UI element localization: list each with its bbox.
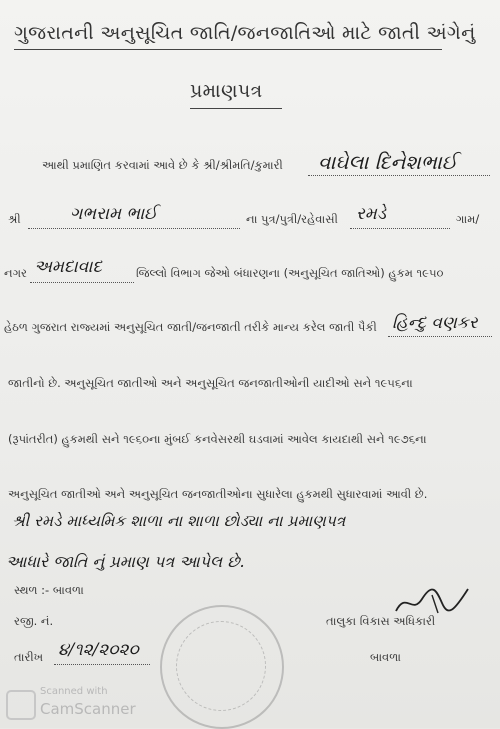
city-blank	[30, 282, 134, 283]
registration-label: રજી. નં.	[14, 614, 54, 628]
order-text: જિલ્લો વિભાગ જેઓ બંધારણના (અનુસૂચિત જાતિઓ) હુકમ ૧૯૫૦	[136, 266, 444, 280]
holder-name: વાઘેલા દિનેશભાઈ	[318, 150, 458, 174]
body-line-5: જાતીનો છે. અનુસૂચિત જાતીઓ અને અનુસૂચિત જનજાતીઓની યાદીઓ સને ૧૯૫૬ના	[8, 376, 413, 390]
father-name: ગભરામ ભાઈ	[70, 204, 158, 224]
date-value: ૪/૧૨/૨૦૨૦	[58, 640, 139, 660]
village-name: રમડે	[356, 204, 387, 224]
certify-text: આથી પ્રમાણિત કરવામાં આવે છે કે શ્રી/શ્રીમતિ/કુમારી	[42, 158, 283, 172]
officer-signature	[392, 585, 472, 617]
father-blank	[28, 228, 240, 229]
title-underline	[14, 49, 442, 50]
village-blank	[350, 228, 450, 229]
place-label: સ્થળ :- બાવળા	[14, 583, 84, 597]
village-suffix: ગામ/	[456, 212, 480, 226]
name-blank	[308, 175, 490, 176]
caste-name: હિન્દુ વણકર	[392, 313, 478, 333]
relation-text: ના પુત્ર/પુત્રી/રહેવાસી	[246, 212, 338, 226]
certificate-subtitle: પ્રમાણપત્ર	[190, 80, 263, 102]
caste-blank	[388, 336, 492, 337]
shri-label: શ્રી	[8, 212, 21, 226]
handwritten-remark-line-1: શ્રી રમડે માધ્યમિક શાળા ના શાળા છોડ્યા ના પ્રમાણપત્ર	[12, 512, 346, 530]
body-line-6: (રૂપાંતરીત) હુકમથી સને ૧૯૬૦ના મુંબઈ કનવેસરથી ઘડવામાં આવેલ કાયદાથી સને ૧૯૭૬ના	[8, 432, 427, 446]
recognition-text: હેઠળ ગુજરાત રાજ્યમાં અનુસૂચિત જાતી/જનજાતી તરીકે માન્ય કરેલ જાતી પૈકી	[4, 320, 377, 334]
subtitle-underline	[190, 108, 282, 109]
city-label: નગર	[4, 266, 27, 280]
watermark-line-2: CamScanner	[40, 700, 136, 718]
city-name: અમદાવાદ	[34, 257, 102, 277]
officer-title: તાલુકા વિકાસ અધિકારી	[326, 614, 436, 628]
camscanner-logo-icon	[6, 690, 36, 720]
handwritten-remark-line-2: આધારે જાતિ નું પ્રમાણ પત્ર આપેલ છે.	[6, 552, 245, 571]
date-label: તારીખ	[14, 650, 44, 664]
official-seal	[160, 605, 284, 729]
certificate-title: ગુજરાતની અનુસૂચિત જાતિ/જનજાતિઓ માટે જાતી અંગેનું	[14, 22, 476, 44]
body-line-7: અનુસૂચિત જાતીઓ અને અનુસૂચિત જનજાતીઓના સુધારેલા હુકમથી સુધારવામાં આવી છે.	[8, 487, 428, 501]
watermark-line-1: Scanned with	[40, 686, 108, 697]
date-blank	[54, 664, 150, 665]
officer-place: બાવળા	[370, 650, 402, 664]
